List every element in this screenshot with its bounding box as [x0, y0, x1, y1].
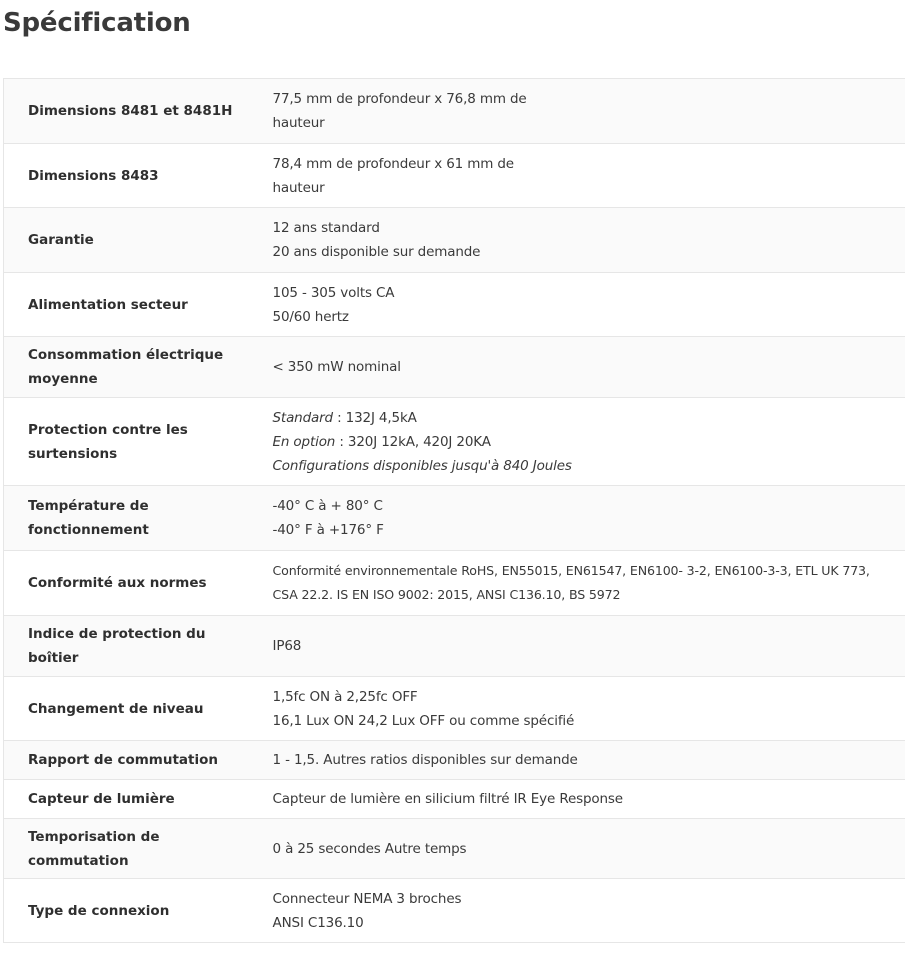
row-label: Rapport de commutation [4, 741, 249, 780]
row-value [249, 677, 905, 741]
table-row [4, 616, 905, 677]
row-value [249, 79, 905, 144]
page-title: Spécification [3, 8, 191, 38]
surge-standard-value: : 132J 4,5kA [332, 409, 417, 426]
row-value [249, 780, 905, 819]
surge-standard-line [273, 406, 898, 430]
spec-table [3, 78, 905, 943]
value-line: 105 - 305 volts CA [272, 284, 395, 301]
value-line: hauteur [272, 115, 325, 131]
value-line: 1 - 1,5. Autres ratios disponibles sur demande [272, 752, 578, 768]
table-row [4, 551, 905, 616]
surge-note: Configurations disponibles jusqu'à 840 Joules [272, 457, 572, 474]
value-line: hauteur [272, 179, 325, 196]
surge-option-line [273, 430, 898, 454]
row-label: Capteur de lumière [4, 780, 249, 819]
row-label: Type de connexion [4, 879, 249, 943]
value-line: 0 à 25 secondes Autre temps [272, 840, 467, 857]
value-line: 78,4 mm de profondeur x 61 mm de [272, 155, 514, 172]
value-line: Conformité environnementale RoHS, EN55015, EN61547, EN6100- 3-2, EN6100-3-3, ETL UK 773, [272, 563, 870, 578]
value-line: IP68 [272, 638, 302, 654]
table-row [4, 337, 905, 398]
value-line: -40° C à + 80° C [272, 498, 383, 514]
table-row [4, 208, 905, 273]
row-label: Protection contre les surtensions [4, 398, 249, 486]
row-label: Garantie [4, 208, 249, 273]
row-label: Changement de niveau [4, 677, 249, 741]
row-label: Indice de protection du boîtier [4, 616, 249, 677]
row-value [249, 616, 905, 677]
table-row [4, 273, 905, 337]
row-value [249, 879, 905, 943]
value-line: 12 ans standard [272, 220, 380, 236]
row-label: Dimensions 8483 [4, 144, 249, 208]
row-label: Température de fonctionnement [4, 486, 249, 551]
row-label: Dimensions 8481 et 8481H [4, 79, 249, 144]
value-line: -40° F à +176° F [272, 522, 384, 538]
row-label: Temporisation de commutation [4, 819, 249, 879]
value-line: 20 ans disponible sur demande [272, 244, 481, 260]
row-label: Consommation électrique moyenne [4, 337, 249, 398]
table-row [4, 741, 905, 780]
value-line: < 350 mW nominal [272, 359, 401, 375]
table-row [4, 144, 905, 208]
surge-option-label: En option [272, 433, 336, 450]
surge-standard-label: Standard [272, 409, 333, 426]
row-value [249, 208, 905, 273]
row-value [249, 486, 905, 551]
row-value [249, 144, 905, 208]
value-line: 77,5 mm de profondeur x 76,8 mm de [272, 91, 527, 107]
value-line: 16,1 Lux ON 24,2 Lux OFF ou comme spécifié [272, 712, 575, 729]
table-row [4, 677, 905, 741]
row-value [249, 398, 905, 486]
table-row [4, 780, 905, 819]
table-row [4, 398, 905, 486]
table-row [4, 79, 905, 144]
row-label: Conformité aux normes [4, 551, 249, 616]
row-value [249, 551, 905, 616]
row-label: Alimentation secteur [4, 273, 249, 337]
value-line: CSA 22.2. IS EN ISO 9002: 2015, ANSI C136.10, BS 5972 [272, 587, 621, 602]
table-row [4, 879, 905, 943]
row-value [249, 741, 905, 780]
surge-option-value: : 320J 12kA, 420J 20KA [335, 433, 491, 450]
row-value [249, 819, 905, 879]
value-line: Connecteur NEMA 3 broches [272, 890, 462, 907]
row-value [249, 337, 905, 398]
row-value [249, 273, 905, 337]
table-row [4, 819, 905, 879]
value-line: 1,5fc ON à 2,25fc OFF [272, 688, 418, 705]
value-line: 50/60 hertz [272, 308, 349, 325]
table-row [4, 486, 905, 551]
value-line: ANSI C136.10 [272, 914, 364, 931]
value-line: Capteur de lumière en silicium filtré IR Eye Response [272, 791, 623, 807]
